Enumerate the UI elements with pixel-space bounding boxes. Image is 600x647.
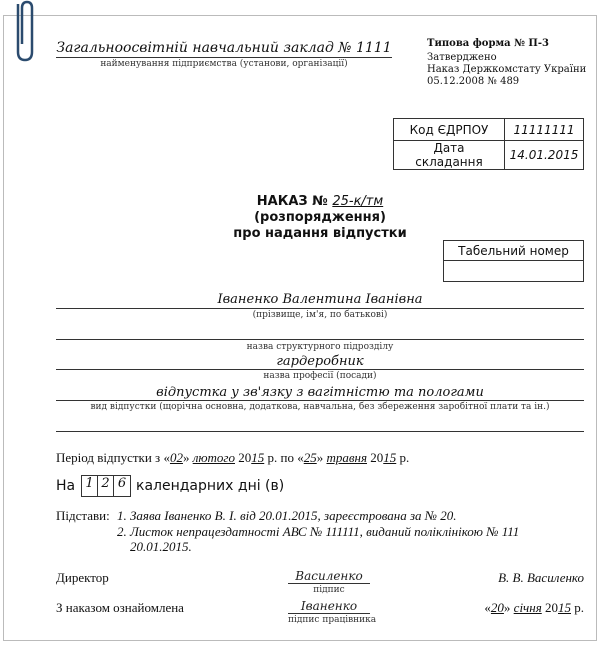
department-caption: назва структурного підрозділу (246, 342, 394, 352)
order-prefix: НАКАЗ № (256, 194, 328, 209)
divider (56, 369, 584, 370)
document-page (3, 15, 597, 641)
order-date: 05.12.2008 № 489 (427, 76, 520, 87)
position-value: гардеробник (276, 354, 364, 369)
period-text: Період відпустки з « (56, 450, 170, 465)
approved-label: Затверджено (427, 52, 497, 63)
divider (56, 308, 584, 309)
day-from: 02 (169, 450, 183, 465)
divider (56, 57, 392, 58)
period-text: » (182, 450, 193, 465)
period-text: 20 (367, 450, 384, 465)
ack-month: січня (513, 600, 542, 615)
employee-signature-caption: підпис працівника (288, 615, 377, 625)
acknowledged-label: З наказом ознайомлена (56, 600, 184, 615)
order-subject: про надання відпустки (233, 226, 407, 241)
edrpou-value: 11111111 (505, 119, 584, 141)
ack-day: 20 (490, 600, 504, 615)
director-label: Директор (56, 570, 109, 585)
date-value: 14.01.2015 (505, 141, 584, 170)
leave-period (56, 450, 409, 466)
order-ref: Наказ Держкомстату України (427, 64, 587, 75)
grounds-label: Підстави: (56, 508, 110, 523)
leave-type-value: відпустка у зв'язку з вагітністю та пологами (156, 385, 484, 400)
tabel-table (443, 240, 584, 282)
grounds-item-1: 1. Заява Іваненко В. І. від 20.01.2015, зареєстрована за № 20. (117, 508, 457, 523)
director-name: В. В. Василенко (498, 570, 584, 585)
tabel-label: Табельний номер (444, 241, 584, 261)
year-from: 15 (251, 450, 265, 465)
period-text: 20 (235, 450, 252, 465)
order-title (120, 194, 520, 209)
employee-name: Іваненко Валентина Іванівна (217, 292, 423, 307)
date-text: » (503, 600, 514, 615)
organization-caption: найменування підприємства (установи, організації) (100, 59, 348, 69)
divider (56, 400, 584, 401)
period-text: » (316, 450, 327, 465)
codes-table (393, 118, 584, 170)
days-boxes (81, 475, 131, 497)
grounds-item-2: 2. Листок непрацездатності АВС № 111111, виданий поліклінікою № 111 (117, 524, 520, 539)
form-title: Типова форма № П-3 (427, 38, 549, 49)
position-caption: назва професії (посади) (263, 371, 377, 381)
acknowledged-date (484, 600, 584, 616)
date-text: 20 (541, 600, 558, 615)
order-subtitle: (розпорядження) (254, 210, 386, 225)
ack-year: 15 (558, 600, 571, 615)
name-caption: (прізвище, ім'я, по батькові) (252, 310, 388, 320)
day-to: 25 (303, 450, 317, 465)
order-number: 25-к/тм (332, 194, 384, 209)
signature-caption: підпис (313, 585, 345, 595)
days-suffix: календарних дні (в) (136, 478, 285, 494)
tabel-value (444, 261, 584, 282)
date-label: Дата складання (394, 141, 505, 170)
date-text: р. (571, 600, 584, 615)
divider (56, 339, 584, 340)
period-text: р. (396, 450, 410, 465)
date-text: « (484, 600, 491, 615)
leave-type-caption: вид відпустки (щорічна основна, додаткова, навчальна, без збереження заробітної плати та ін.) (90, 402, 550, 412)
days-digit: 2 (98, 476, 114, 496)
employee-signature: Іваненко (288, 599, 370, 614)
organization-name: Загальноосвітній навчальний заклад № 1111 (56, 40, 392, 56)
director-signature: Василенко (288, 569, 370, 584)
period-text: р. по « (264, 450, 304, 465)
days-prefix: На (56, 478, 76, 494)
month-to: травня (326, 450, 367, 465)
edrpou-label: Код ЄДРПОУ (394, 119, 505, 141)
days-digit: 1 (82, 476, 98, 496)
grounds-item-2-cont: 20.01.2015. (130, 539, 192, 554)
divider (56, 431, 584, 432)
paperclip-icon (10, 0, 40, 62)
month-from: лютого (192, 450, 235, 465)
year-to: 15 (383, 450, 397, 465)
days-digit: 6 (117, 476, 127, 491)
